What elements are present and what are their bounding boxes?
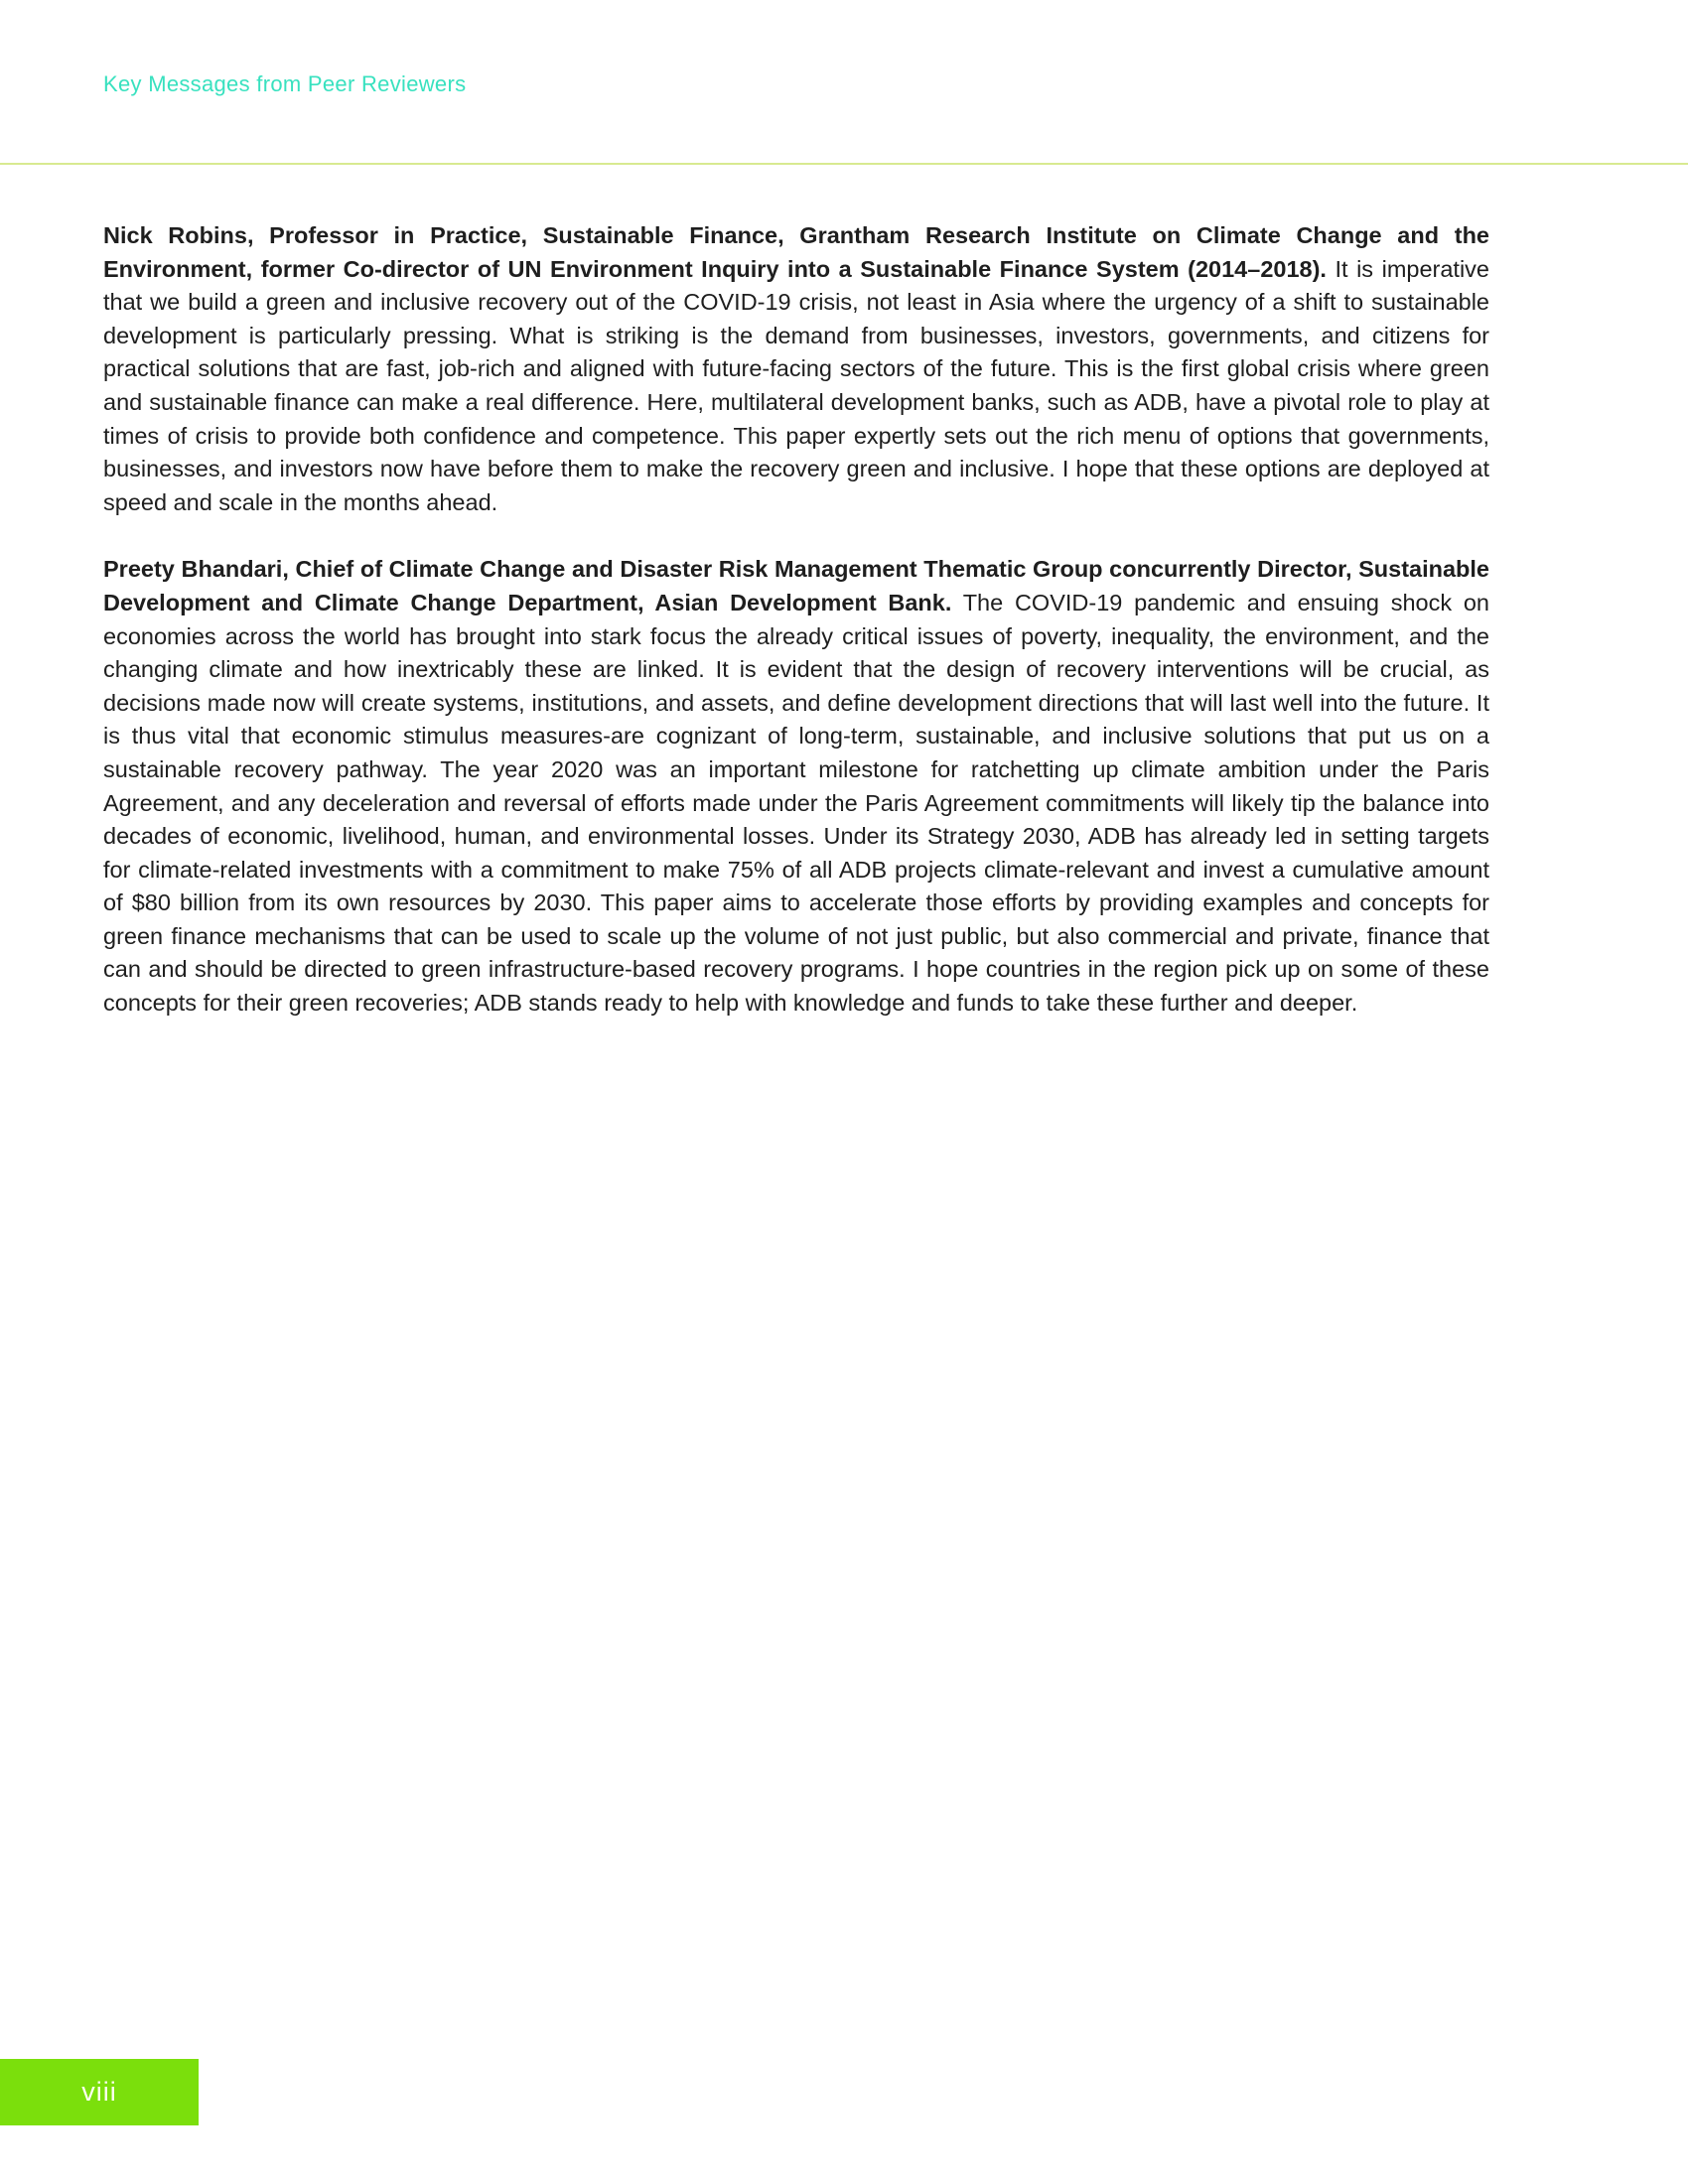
reviewer-2-message: The COVID-19 pandemic and ensuing shock on economies across the world has brought into stark focus the already critical issues of poverty, inequality, the environment, and the changing climate and how inextricably these are linked. It is evident that the design of recovery interventions will be crucial, as decisions made now will create systems, institutions, and assets, and define development directions that will last well into the future. It is thus vital that economic stimulus measures-are cognizant of long-term, sustainable, and inclusive solutions that put us on a sustainable recovery pathway. The year 2020 was an important milestone for ratchetting up climate ambition under the Paris Agreement, and any deceleration and reversal of efforts made under the Paris Agreement commitments will likely tip the balance into decades of economic, livelihood, human, and environmental losses. Under its Strategy 2030, ADB has already led in setting targets for climate-related investments with a commitment to make 75% of all ADB projects climate-relevant and invest a cumulative amount of $80 billion from its own resources by 2030. This paper aims to accelerate those efforts by providing examples and concepts for green finance mechanisms that can be used to scale up the volume of not just public, but also commercial and private, finance that can and should be directed to green infrastructure-based recovery programs. I hope countries in the region pick up on some of these concepts for their green recoveries; ADB stands ready to help with knowledge and funds to take these further and deeper. (103, 589, 1489, 1017)
peer-review-paragraph (103, 553, 1489, 1020)
page-number: viii (81, 2077, 117, 2107)
header-divider (0, 163, 1688, 165)
reviewer-1-message: It is imperative that we build a green and inclusive recovery out of the COVID-19 crisis, not least in Asia where the urgency of a shift to sustainable development is particularly pressing. What is striking is the demand from businesses, investors, governments, and citizens for practical solutions that are fast, job-rich and aligned with future-facing sectors of the future. This is the first global crisis where green and sustainable finance can make a real difference. Here, multilateral development banks, such as ADB, have a pivotal role to play at times of crisis to provide both confidence and competence. This paper expertly sets out the rich menu of options that governments, businesses, and investors now have before them to make the recovery green and inclusive. I hope that these options are deployed at speed and scale in the months ahead. (103, 255, 1489, 515)
reviewer-2-name-and-title: Preety Bhandari, Chief of Climate Change and Disaster Risk Management Thematic Group concurrently Director, Sustainable Development and Climate Change Department, Asian Development Bank. (103, 556, 1489, 615)
document-body (103, 219, 1489, 1054)
reviewer-1-name-and-title: Nick Robins, Professor in Practice, Sustainable Finance, Grantham Research Institute on Climate Change and the Environment, former Co-director of UN Environment Inquiry into a Sustainable Finance System (2014–2018). (103, 222, 1489, 282)
page-number-badge (0, 2059, 199, 2125)
peer-review-paragraph (103, 219, 1489, 519)
page-header: Key Messages from Peer Reviewers (103, 71, 467, 96)
